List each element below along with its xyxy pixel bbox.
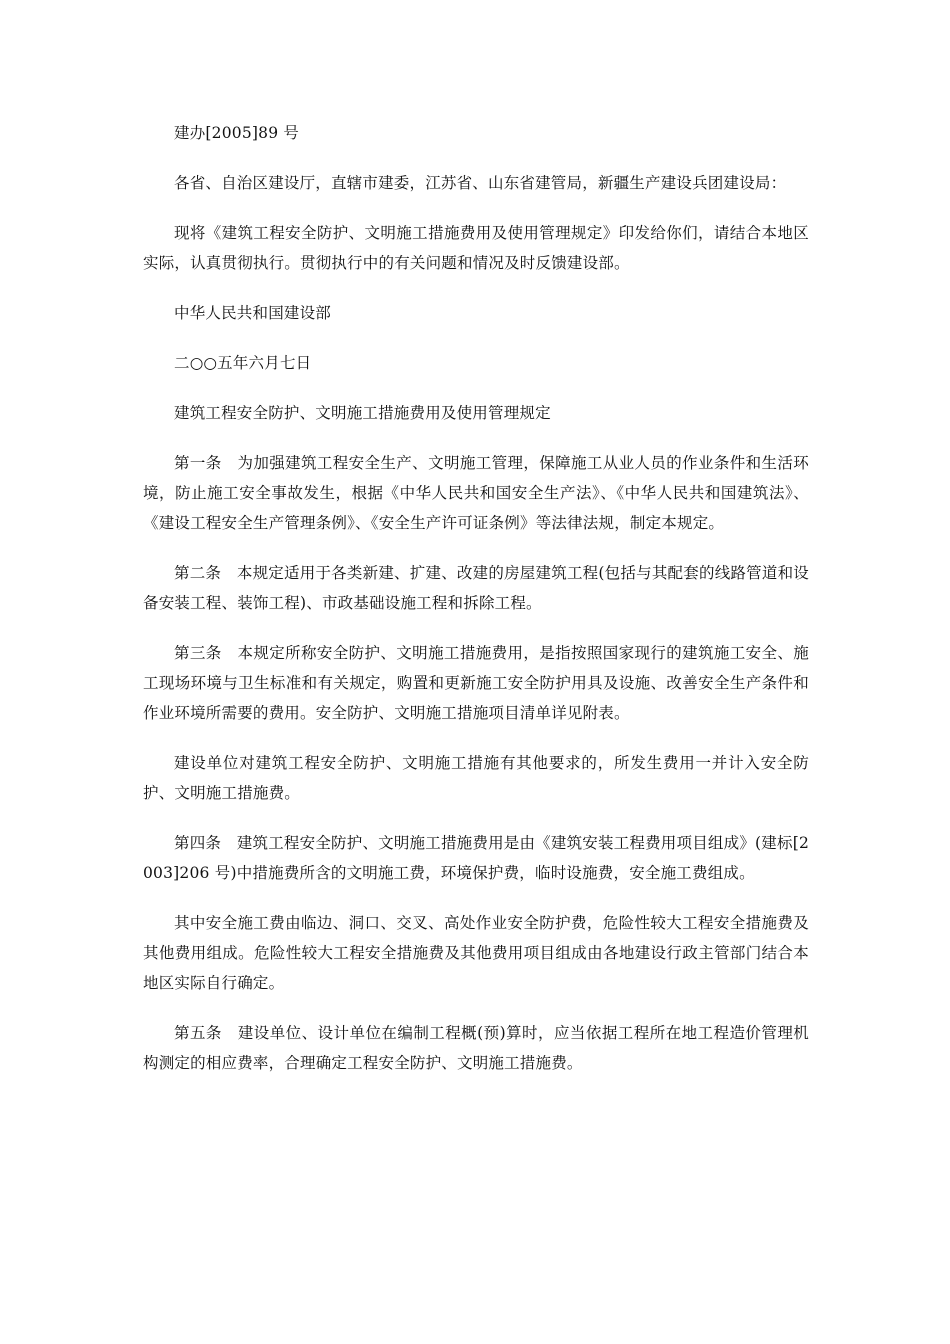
article-5: 第五条 建设单位、设计单位在编制工程概(预)算时，应当依据工程所在地工程造价管理机构测定的相应费率，合理确定工程安全防护、文明施工措施费。: [143, 1024, 809, 1072]
regulation-title: 建筑工程安全防护、文明施工措施费用及使用管理规定: [174, 404, 551, 422]
article-3-supplement: 建设单位对建筑工程安全防护、文明施工措施有其他要求的，所发生费用一并计入安全防护、文明施工措施费。: [143, 754, 809, 802]
notice-paragraph: 现将《建筑工程安全防护、文明施工措施费用及使用管理规定》印发给你们，请结合本地区实际，认真贯彻执行。贯彻执行中的有关问题和情况及时反馈建设部。: [143, 224, 809, 272]
article-1: 第一条 为加强建筑工程安全生产、文明施工管理，保障施工从业人员的作业条件和生活环境，防止施工安全事故发生，根据《中华人民共和国安全生产法》、《中华人民共和国建筑法》、《建设工程安全生产管理条例》、《安全生产许可证条例》等法律法规，制定本规定。: [143, 454, 809, 532]
article-3: 第三条 本规定所称安全防护、文明施工措施费用，是指按照国家现行的建筑施工安全、施工现场环境与卫生标准和有关规定，购置和更新施工安全防护用具及设施、改善安全生产条件和作业环境所需要的费用。安全防护、文明施工措施项目清单详见附表。: [143, 644, 809, 722]
article-4: 第四条 建筑工程安全防护、文明施工措施费用是由《建筑安装工程费用项目组成》(建标[2003]206 号)中措施费所含的文明施工费，环境保护费，临时设施费，安全施工费组成。: [143, 834, 809, 882]
article-2: 第二条 本规定适用于各类新建、扩建、改建的房屋建筑工程(包括与其配套的线路管道和设备安装工程、装饰工程)、市政基础设施工程和拆除工程。: [143, 564, 809, 612]
article-4-supplement: 其中安全施工费由临边、洞口、交叉、高处作业安全防护费，危险性较大工程安全措施费及其他费用组成。危险性较大工程安全措施费及其他费用项目组成由各地建设行政主管部门结合本地区实际自行确定。: [143, 914, 809, 992]
addressee: 各省、自治区建设厅，直辖市建委，江苏省、山东省建管局，新疆生产建设兵团建设局：: [174, 174, 787, 192]
issuer: 中华人民共和国建设部: [174, 304, 332, 322]
document-body: [143, 118, 809, 1098]
issue-date: 二○○五年六月七日: [174, 354, 312, 372]
document-number: 建办[2005]89 号: [174, 124, 300, 142]
